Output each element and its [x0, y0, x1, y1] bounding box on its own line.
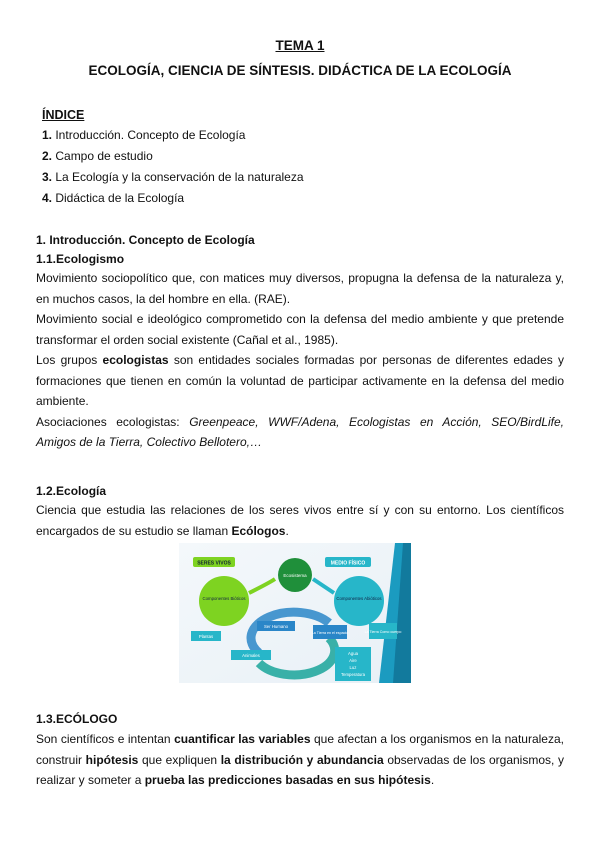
bioticos-label: Componentes Bióticos	[202, 596, 246, 601]
ecosistema-label: Ecosistema	[283, 573, 307, 578]
luz-label: Luz	[349, 665, 357, 670]
tierra-cuerpo-label: La Tierra Como cuerpo	[364, 630, 402, 634]
subsection-heading: 1.2.Ecología	[36, 484, 107, 498]
index-item: 2. Campo de estudio	[42, 149, 153, 163]
abioticos-circle	[334, 576, 384, 626]
paragraph-ecologo: Son científicos e intentan cuantificar las variables que afectan a los organismos en la naturaleza, construir hipótesis que expliquen la distribución y abundancia observadas de los organismos, y realizar y someter a prueba las predicciones basadas en sus hipótesis.	[36, 732, 564, 787]
animales-label: Animales	[242, 653, 260, 658]
plantas-label: Plantas	[198, 634, 214, 639]
ecosystem-diagram	[179, 543, 411, 683]
aire-label: Aire	[349, 658, 357, 663]
index-heading: ÍNDICE	[42, 108, 85, 122]
index-item: 1. Introducción. Concepto de Ecología	[42, 128, 246, 142]
index-item: 4. Didáctica de la Ecología	[42, 191, 185, 205]
section-heading: 1. Introducción. Concepto de Ecología	[36, 233, 255, 247]
paragraph-ecologia: Ciencia que estudia las relaciones de los seres vivos entre sí y con su entorno. Los científicos encargados de su estudio se llaman Ecólogos.	[36, 503, 564, 538]
temperatura-label: Temperatura	[340, 672, 366, 677]
bioticos-circle	[199, 576, 249, 626]
agua-label: Agua	[347, 651, 359, 656]
tema-label: TEMA 1	[275, 38, 325, 53]
subsection-heading: 1.3.ECÓLOGO	[36, 712, 118, 726]
ser-humano-label: Ser Humano	[263, 624, 289, 629]
abioticos-label: Componentes Abióticos	[336, 596, 382, 601]
seres-vivos-label: SERES VIVOS	[197, 560, 231, 567]
document-title: ECOLOGÍA, CIENCIA DE SÍNTESIS. DIDÁCTICA DE LA ECOLOGÍA	[88, 63, 512, 78]
tierra-espacio-label: La Tierra en el espacio	[311, 631, 349, 635]
medio-fisico-label: MEDIO FÍSICO	[330, 560, 366, 567]
index-item: 3. La Ecología y la conservación de la naturaleza	[42, 170, 304, 184]
subsection-heading: 1.1.Ecologismo	[36, 252, 125, 266]
paragraph-ecologismo: Movimiento sociopolítico que, con matices muy diversos, propugna la defensa de la naturaleza y, en muchos casos, la del hombre en ella. (RAE). Movimiento social e ideológico comprometido con la defensa del medio ambiente y que pretende transformar el orden social existente (Cañal et al., 1985). Los grupos ecologistas son entidades sociales formadas por personas de diferentes edades y formaciones que tienen en común la voluntad de participar activamente en la defensa del medio ambiente. Asociaciones ecologistas: Greenpeace, WWF/Adena, Ecologistas en Acción, SEO/BirdLife, Amigos de la Tierra, Colectivo Bellotero,…	[36, 271, 564, 449]
